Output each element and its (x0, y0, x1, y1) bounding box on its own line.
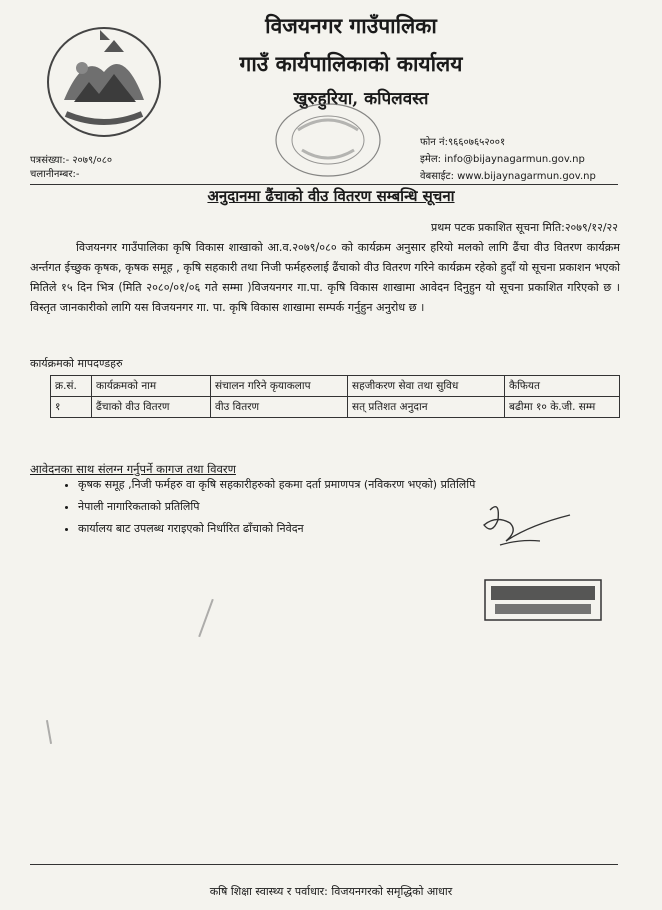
table-cell: सत् प्रतिशत अनुदान (348, 397, 505, 418)
table-header: सहजीकरण सेवा तथा सुविध (348, 376, 505, 397)
header-divider (30, 184, 618, 185)
criteria-table (50, 375, 620, 418)
smudge-mark (198, 599, 214, 637)
list-item: • कृषक समूह ,निजी फर्महरु वा कृषि सहकारीहरुको हकमा दर्ता प्रमाणपत्र (नविकरण भएको) प्रतिलिपि (78, 474, 475, 496)
dispatch-number: चलानीनम्बर:- (30, 169, 80, 180)
office-name: विजयनगर गाउँपालिका (265, 13, 437, 38)
notice-title: अनुदानमा ढैंचाको वीउ वितरण सम्बन्धि सूचना (207, 187, 455, 205)
table-row (51, 397, 620, 418)
table-header: क्र.सं. (51, 376, 92, 397)
table-cell: १ (51, 397, 92, 418)
office-location: खुरुहुरिया, कपिलवस्त (293, 89, 429, 109)
signature-icon (470, 495, 580, 555)
office-seal-stamp-icon (268, 100, 388, 180)
office-title: गाउँ कार्यपालिकाको कार्यालय (239, 51, 463, 76)
contact-website: वेबसाईट: www.bijaynagarmun.gov.np (420, 171, 596, 182)
footer-divider (30, 864, 618, 865)
documents-list (62, 474, 475, 540)
documents-title: आवेदनका साथ संलग्न गर्नुपर्ने कागज तथा विवरण (30, 462, 236, 476)
reference-number: पत्रसंख्या:- २०७९/०८० (30, 155, 113, 166)
table-header: कार्यक्रमको नाम (92, 376, 211, 397)
table-cell: ढैंचाको वीउ वितरण (92, 397, 211, 418)
footer-slogan: कषि शिक्षा स्वास्थ्य र पर्वाधार: विजयनगरको समृद्धिको आधार (209, 885, 453, 898)
publish-date: प्रथम पटक प्रकाशित सूचना मिति:२०७९/१२/२२ (430, 221, 618, 234)
table-header-row (51, 376, 620, 397)
contact-phone: फोन नं:९६६०७६५२००१ (420, 137, 506, 148)
notice-body: विजयनगर गाउँपालिका कृषि विकास शाखाको आ.व.२०७९/०८० को कार्यक्रम अनुसार हरियो मलको लागि ढैंचा वीउ वितरण कार्यक्रम अर्न्तगत ईच्छुक कृषक, कृषक समूह , कृषि सहकारी तथा निजी फर्महरुलाई ढैंचाको वीउ वितरण गरिने कार्यक्रम रहेको हुदाँ यो सूचना प्रकाशन भएको मितिले १५ दिन भित्र (मिति २०८०/०१/०६ गते सम्मा )विजयनगर गा.पा. कृषि विकास शाखामा आवेदन दिनुहुन यो सूचना प्रकाशित गरिएको छ । विस्तृत जानकारीको लागि यस विजयनगर गा. पा. कृषि विकास शाखामा सम्पर्क गर्नुहुन अनुरोध छ । (30, 241, 620, 314)
smudge-mark (46, 720, 52, 744)
table-cell: बढीमा १० के.जी. सम्म (505, 397, 620, 418)
table-header: कैफियत (505, 376, 620, 397)
criteria-title: कार्यक्रमको मापदण्डहरु (30, 357, 123, 370)
officer-name-stamp-icon (483, 578, 603, 622)
list-item: • कार्यालय बाट उपलब्ध गराइएको निर्धारित ढाँचाको निवेदन (78, 518, 475, 540)
table-cell: वीउ वितरण (211, 397, 348, 418)
list-item: • नेपाली नागारिकताको प्रतिलिपि (78, 496, 475, 518)
table-header: संचालन गरिने कृयाकलाप (211, 376, 348, 397)
contact-email: इमेल: info@bijaynagarmun.gov.np (420, 154, 585, 165)
